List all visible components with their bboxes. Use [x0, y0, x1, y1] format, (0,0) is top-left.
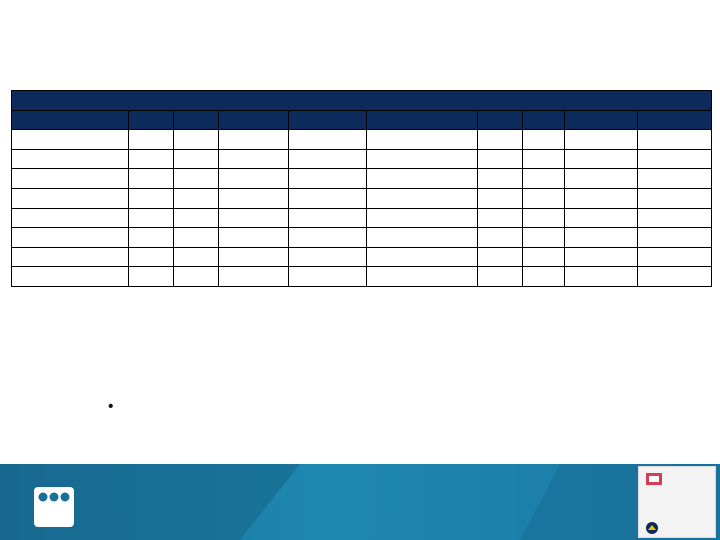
table-row	[12, 149, 712, 169]
table-row	[12, 267, 712, 287]
right-cell-y2019	[478, 247, 523, 267]
table-row	[12, 130, 712, 150]
right-cell-pct	[638, 228, 712, 248]
left-cell-pct	[289, 130, 367, 150]
left-cell-y2019	[129, 208, 174, 228]
right-cell-dep	[367, 267, 478, 287]
right-cell-y2019	[478, 149, 523, 169]
right-cell-pct	[638, 188, 712, 208]
header-cambio	[289, 110, 367, 130]
right-cell-dep	[367, 208, 478, 228]
right-cell-pct	[638, 169, 712, 189]
left-cell-pct	[289, 267, 367, 287]
header-2020	[523, 110, 565, 130]
right-cell-y2020	[523, 188, 565, 208]
left-cell-pct	[289, 188, 367, 208]
logo-dots-icon	[38, 491, 70, 503]
left-cell-pct	[289, 247, 367, 267]
right-cell-dep	[367, 149, 478, 169]
left-cell-dep	[12, 169, 129, 189]
left-cell-y2020	[174, 149, 219, 169]
header-2019	[129, 110, 174, 130]
left-cell-pct	[289, 228, 367, 248]
header-diferencia	[565, 110, 638, 130]
right-cell-y2020	[523, 228, 565, 248]
left-cell-y2020	[174, 247, 219, 267]
header-departamento	[12, 110, 129, 130]
header-departamento	[367, 110, 478, 130]
left-cell-y2019	[129, 149, 174, 169]
homicides-table-container	[11, 90, 711, 287]
left-cell-y2019	[129, 169, 174, 189]
right-cell-dep	[367, 169, 478, 189]
right-cell-pct	[638, 247, 712, 267]
left-cell-y2020	[174, 130, 219, 150]
left-cell-y2019	[129, 228, 174, 248]
header-2020	[174, 110, 219, 130]
left-cell-y2019	[129, 247, 174, 267]
cien-logo	[34, 487, 74, 527]
left-cell-diff	[219, 228, 289, 248]
right-cell-diff	[565, 228, 638, 248]
table-row	[12, 169, 712, 189]
table-body	[12, 130, 712, 287]
fundesa-icon	[645, 521, 659, 535]
left-cell-diff	[219, 208, 289, 228]
left-cell-diff	[219, 188, 289, 208]
right-cell-pct	[638, 208, 712, 228]
table-row	[12, 247, 712, 267]
left-cell-dep	[12, 247, 129, 267]
left-cell-y2019	[129, 188, 174, 208]
right-cell-y2019	[478, 188, 523, 208]
left-cell-dep	[12, 188, 129, 208]
table-row	[12, 208, 712, 228]
right-cell-y2020	[523, 149, 565, 169]
right-cell-pct	[638, 267, 712, 287]
right-cell-dep	[367, 247, 478, 267]
left-cell-y2019	[129, 267, 174, 287]
left-cell-diff	[219, 247, 289, 267]
left-cell-pct	[289, 149, 367, 169]
right-cell-dep	[367, 130, 478, 150]
partner-logo	[638, 466, 716, 538]
header-cambio	[638, 110, 712, 130]
left-cell-dep	[12, 149, 129, 169]
left-cell-y2020	[174, 267, 219, 287]
right-cell-y2020	[523, 247, 565, 267]
table-caption	[12, 91, 712, 111]
right-cell-y2020	[523, 169, 565, 189]
right-cell-diff	[565, 130, 638, 150]
right-cell-y2019	[478, 228, 523, 248]
right-cell-y2020	[523, 267, 565, 287]
right-cell-pct	[638, 149, 712, 169]
right-cell-y2020	[523, 130, 565, 150]
left-cell-dep	[12, 228, 129, 248]
left-cell-y2020	[174, 228, 219, 248]
left-cell-pct	[289, 169, 367, 189]
right-cell-diff	[565, 149, 638, 169]
right-cell-y2019	[478, 208, 523, 228]
mejoremos-guate-icon	[645, 470, 663, 488]
left-cell-dep	[12, 267, 129, 287]
right-cell-pct	[638, 130, 712, 150]
right-cell-diff	[565, 247, 638, 267]
left-cell-dep	[12, 130, 129, 150]
left-cell-diff	[219, 130, 289, 150]
table-row	[12, 228, 712, 248]
left-cell-diff	[219, 149, 289, 169]
footer-banner	[0, 464, 720, 540]
right-cell-y2019	[478, 169, 523, 189]
footer-decoration	[0, 464, 720, 540]
right-cell-dep	[367, 228, 478, 248]
right-cell-diff	[565, 188, 638, 208]
left-cell-pct	[289, 208, 367, 228]
left-cell-diff	[219, 267, 289, 287]
table-header-row	[12, 110, 712, 130]
left-cell-y2020	[174, 169, 219, 189]
right-cell-dep	[367, 188, 478, 208]
right-cell-y2019	[478, 130, 523, 150]
left-cell-diff	[219, 169, 289, 189]
left-cell-y2020	[174, 208, 219, 228]
left-cell-y2019	[129, 130, 174, 150]
left-cell-dep	[12, 208, 129, 228]
right-cell-diff	[565, 169, 638, 189]
header-2019	[478, 110, 523, 130]
homicides-table	[11, 90, 712, 287]
right-cell-diff	[565, 208, 638, 228]
right-cell-y2019	[478, 267, 523, 287]
left-cell-y2020	[174, 188, 219, 208]
right-cell-diff	[565, 267, 638, 287]
table-row	[12, 188, 712, 208]
right-cell-y2020	[523, 208, 565, 228]
bullet-dot-icon: •	[108, 398, 114, 415]
header-diferencia	[219, 110, 289, 130]
